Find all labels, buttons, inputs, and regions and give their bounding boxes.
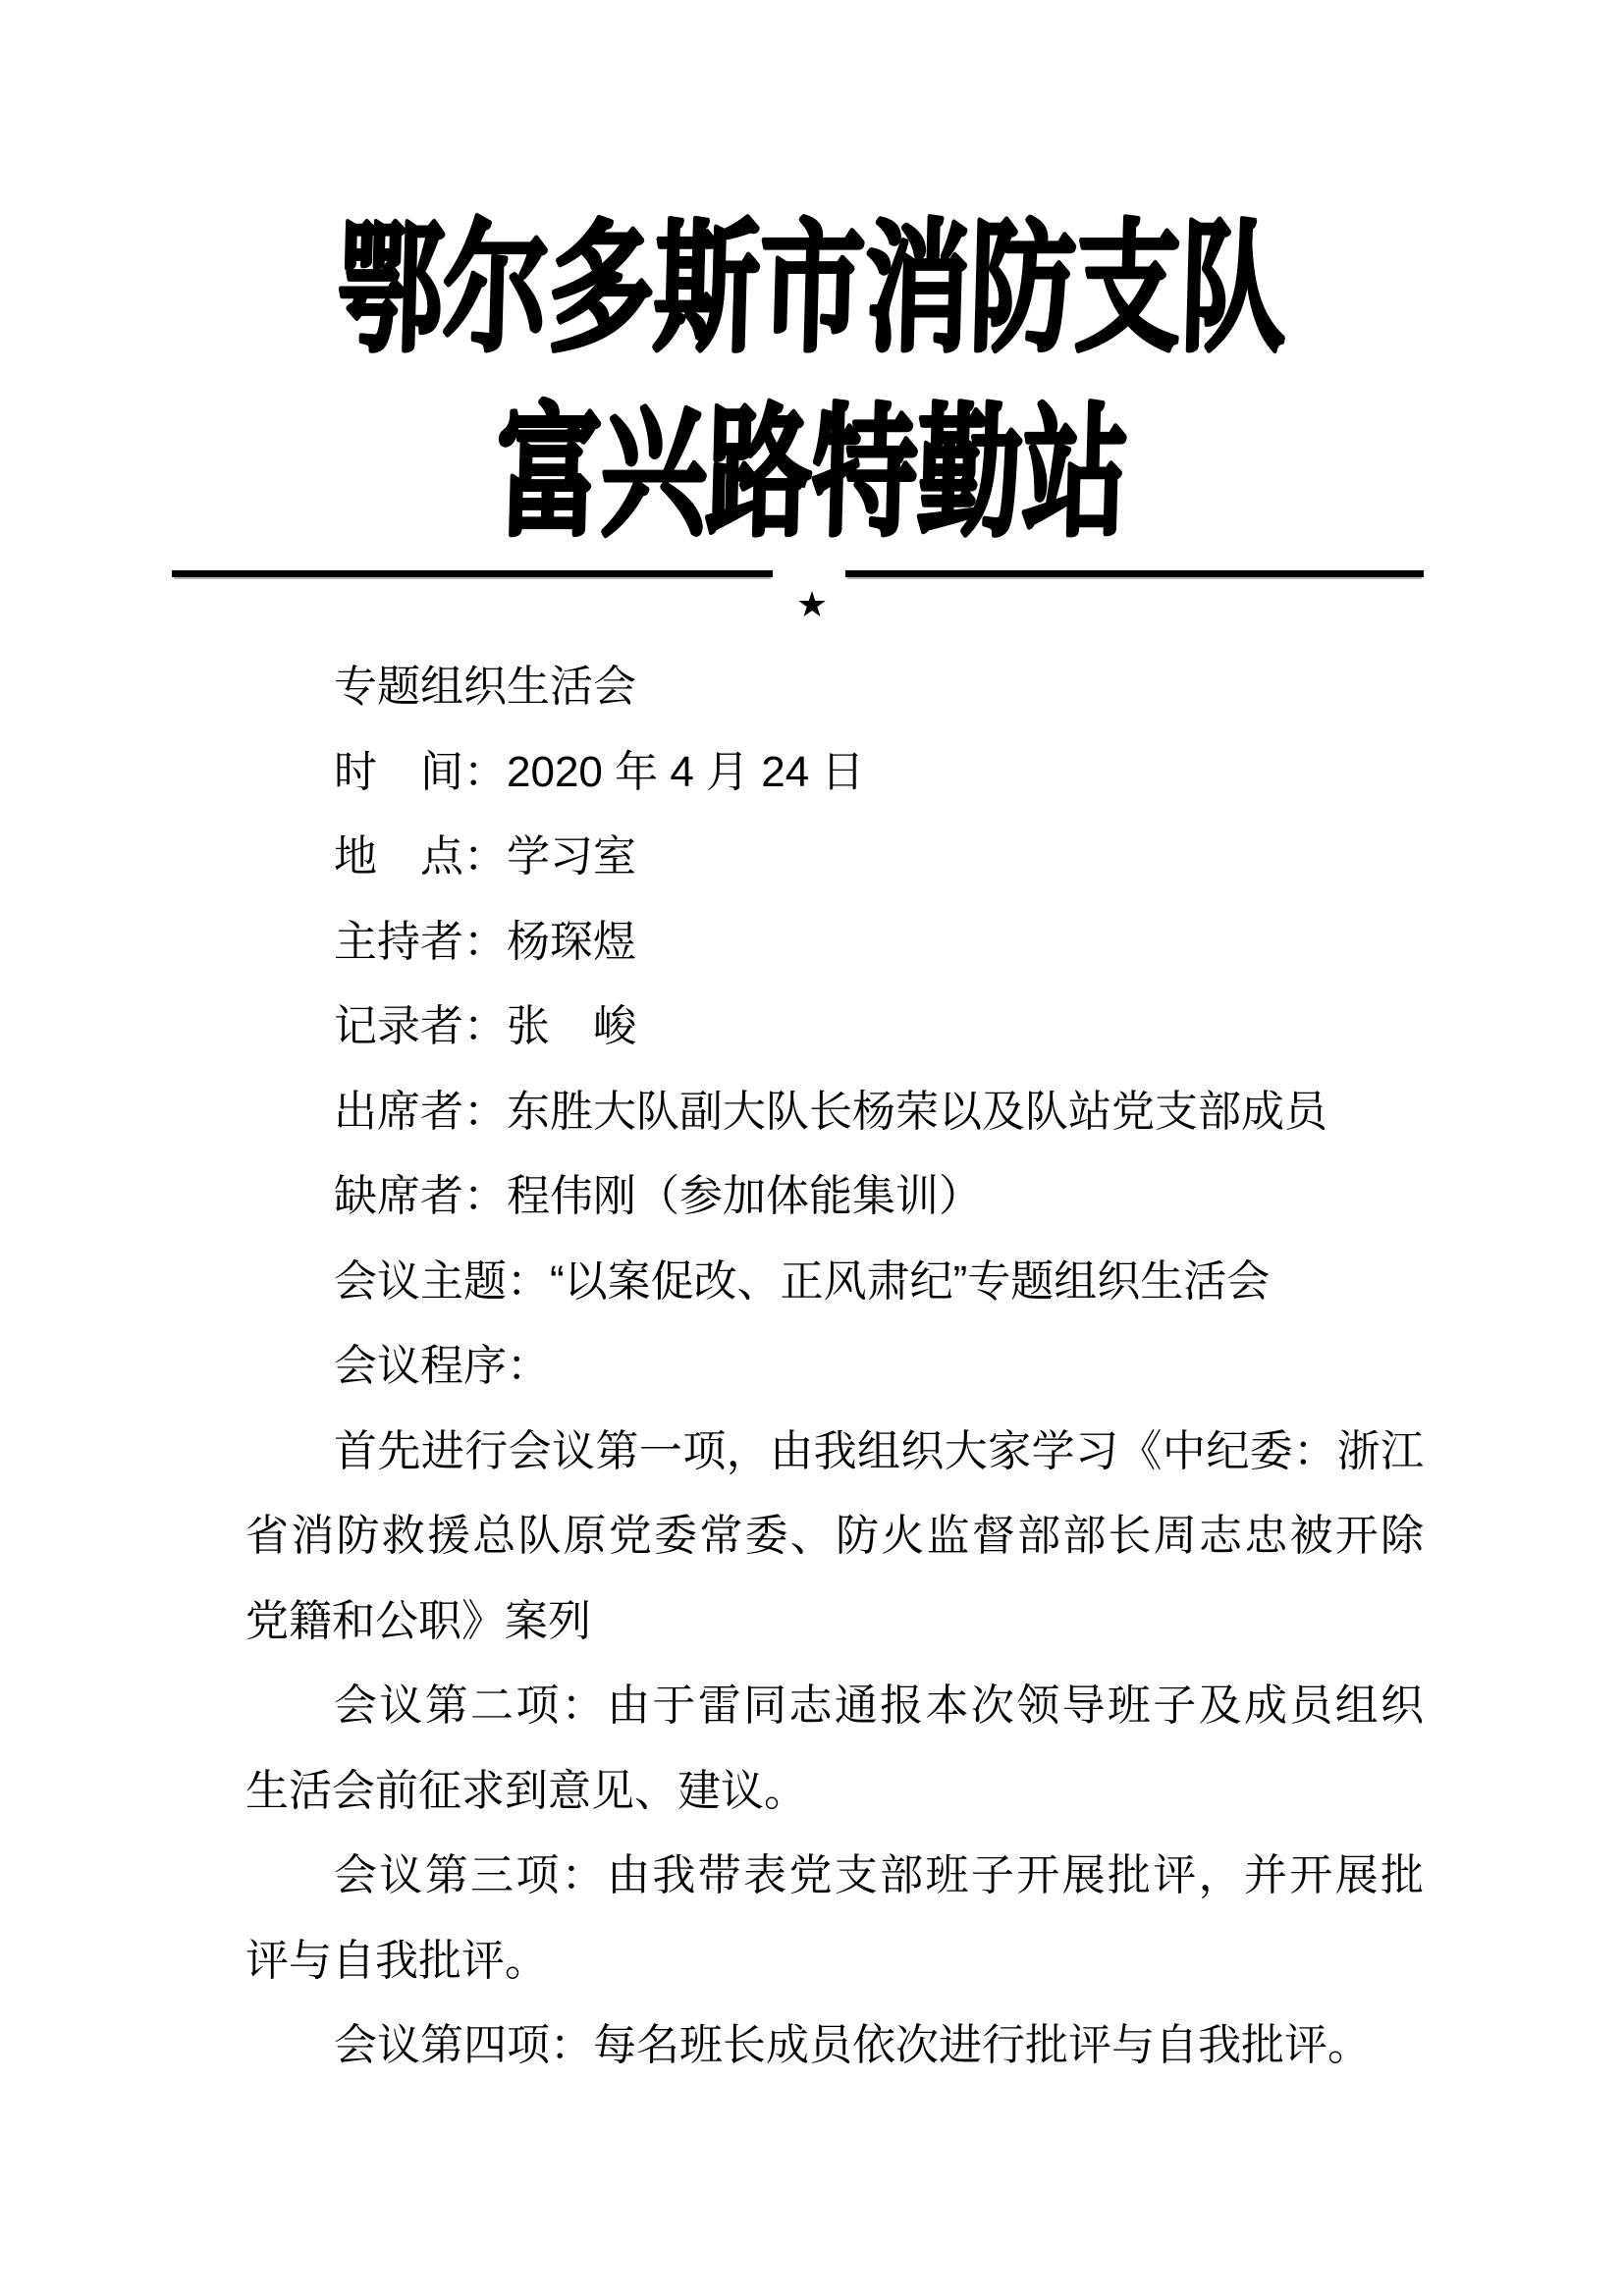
- body-line-topic: 会议主题：“以案促改、正风肃纪”专题组织生活会: [334, 1256, 1271, 1306]
- body-line-absentees: 缺席者：程伟刚（参加体能集训）: [334, 1172, 982, 1220]
- document-header: [0, 202, 1624, 560]
- body-line-item3-part1: 会议第三项：由我带表党支部班子开展批评，并开展批: [334, 1851, 1424, 1899]
- title-divider-right-segment: [845, 570, 1424, 577]
- body-line-host: 主持者：杨琛煜: [334, 917, 636, 966]
- star-icon: ★: [795, 584, 829, 624]
- body-line-item2-part1: 会议第二项：由于雷同志通报本次领导班子及成员组织: [334, 1682, 1424, 1730]
- body-line-recorder: 记录者：张 峻: [334, 1002, 636, 1050]
- body-line-item1-part2: 省消防救援总队原党委常委、防火监督部部长周志忠被开除: [245, 1512, 1424, 1560]
- body-line-item2-part2: 生活会前征求到意见、建议。: [245, 1766, 807, 1815]
- body-line-meeting-type: 专题组织生活会: [334, 663, 636, 711]
- title-divider-left-segment: [172, 570, 773, 577]
- body-line-time: 时 间：2020 年 4 月 24 日: [334, 747, 865, 796]
- document-title-line2: 富兴路特勤站: [494, 394, 1130, 553]
- body-line-attendees: 出席者：东胜大队副大队长杨荣以及队站党支部成员: [334, 1087, 1327, 1136]
- body-line-item3-part2: 评与自我批评。: [245, 1936, 548, 1985]
- document-body: [245, 645, 1424, 2089]
- body-line-item4: 会议第四项：每名班长成员依次进行批评与自我批评。: [334, 2021, 1371, 2069]
- document-title-line1: 鄂尔多斯市消防支队: [336, 209, 1288, 368]
- body-line-item1-part3: 党籍和公职》案列: [245, 1596, 591, 1645]
- body-line-location: 地 点：学习室: [334, 832, 636, 881]
- body-line-item1-part1: 首先进行会议第一项，由我组织大家学习《中纪委：浙江: [334, 1426, 1424, 1475]
- body-line-agenda-header: 会议程序：: [334, 1342, 550, 1390]
